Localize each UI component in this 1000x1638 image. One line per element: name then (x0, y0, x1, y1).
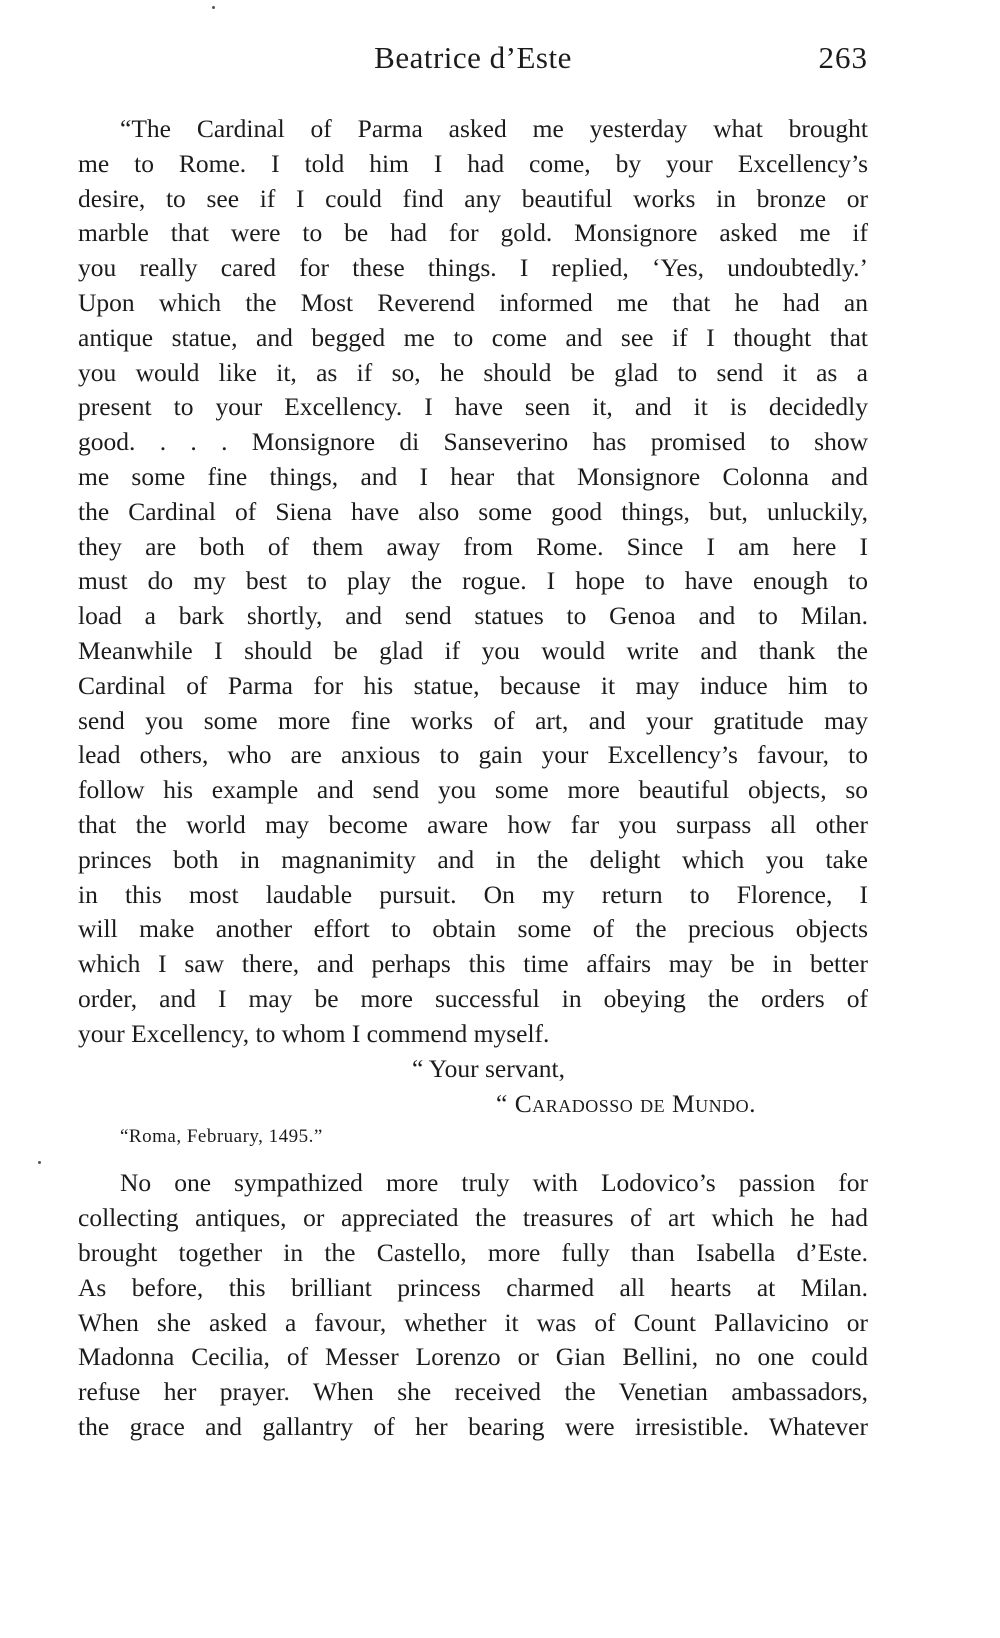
letter-line: your Excellency, to whom I commend myself. (78, 1018, 550, 1048)
letter-line: present to your Excellency. I have seen it, and it is decidedly (78, 392, 868, 422)
letter-line: they are both of them away from Rome. Since I am here I (78, 531, 868, 561)
paragraph-line: Madonna Cecilia, of Messer Lorenzo or Gian Bellini, no one could (78, 1342, 868, 1372)
letter-line: Cardinal of Parma for his statue, because it may induce him to (78, 670, 868, 700)
letter-line: send you some more fine works of art, and your gratitude may (78, 705, 868, 735)
print-speck (212, 6, 215, 9)
letter-line: load a bark shortly, and send statues to Genoa and to Milan. (78, 601, 868, 631)
letter-line: me to Rome. I told him I had come, by your Excellency’s (78, 148, 868, 178)
paragraph-line: the grace and gallantry of her bearing were irresistible. Whatever (78, 1411, 868, 1441)
letter-signature: “ Caradosso de Mundo. (496, 1089, 757, 1119)
page-number: 263 (818, 40, 868, 75)
letter-line: “The Cardinal of Parma asked me yesterday what brought (120, 114, 868, 143)
print-speck (38, 1161, 41, 1164)
letter-line: marble that were to be had for gold. Monsignore asked me if (78, 218, 868, 248)
paragraph-line: No one sympathized more truly with Lodovico’s passion for (120, 1168, 868, 1198)
letter-line: good. . . . Monsignore di Sanseverino has promised to show (78, 427, 868, 457)
letter-closing: “ Your servant, (412, 1053, 565, 1083)
paragraph-line: When she asked a favour, whether it was of Count Pallavicino or (78, 1307, 868, 1337)
quoted-letter (78, 112, 868, 1152)
letter-line: me some fine things, and I hear that Monsignore Colonna and (78, 461, 868, 491)
page-header (78, 40, 868, 86)
letter-line: desire, to see if I could find any beautiful works in bronze or (78, 183, 868, 213)
letter-line: which I saw there, and perhaps this time affairs may be in better (78, 949, 868, 979)
paragraph-line: As before, this brilliant princess charmed all hearts at Milan. (78, 1272, 868, 1302)
paragraph-line: brought together in the Castello, more fully than Isabella d’Este. (78, 1237, 868, 1267)
letter-line: that the world may become aware how far you surpass all other (78, 809, 868, 839)
letter-line: princes both in magnanimity and in the delight which you take (78, 844, 868, 874)
letter-line: order, and I may be more successful in obeying the orders of (78, 983, 868, 1013)
paragraph-spacer (78, 1152, 868, 1166)
page-body (78, 112, 868, 1445)
letter-line: Upon which the Most Reverend informed me that he had an (78, 287, 868, 317)
letter-dateline: “Roma, February, 1495.” (120, 1126, 323, 1148)
letter-line: will make another effort to obtain some of the precious objects (78, 914, 868, 944)
paragraph-line: collecting antiques, or appreciated the treasures of art which he had (78, 1203, 868, 1233)
letter-line: in this most laudable pursuit. On my return to Florence, I (78, 879, 868, 909)
letter-line: you would like it, as if so, he should be glad to send it as a (78, 357, 868, 387)
letter-line: the Cardinal of Siena have also some good things, but, unluckily, (78, 496, 868, 526)
letter-line: Meanwhile I should be glad if you would write and thank the (78, 635, 868, 665)
letter-line: you really cared for these things. I replied, ‘Yes, undoubtedly.’ (78, 253, 868, 283)
letter-line: must do my best to play the rogue. I hope to have enough to (78, 566, 868, 596)
paragraph-line: refuse her prayer. When she received the Venetian ambassadors, (78, 1377, 868, 1407)
running-title: Beatrice d’Este (374, 40, 572, 75)
letter-line: lead others, who are anxious to gain your Excellency’s favour, to (78, 740, 868, 770)
letter-line: antique statue, and begged me to come and see if I thought that (78, 322, 868, 352)
letter-line: follow his example and send you some more beautiful objects, so (78, 775, 868, 805)
body-paragraph (78, 1166, 868, 1444)
